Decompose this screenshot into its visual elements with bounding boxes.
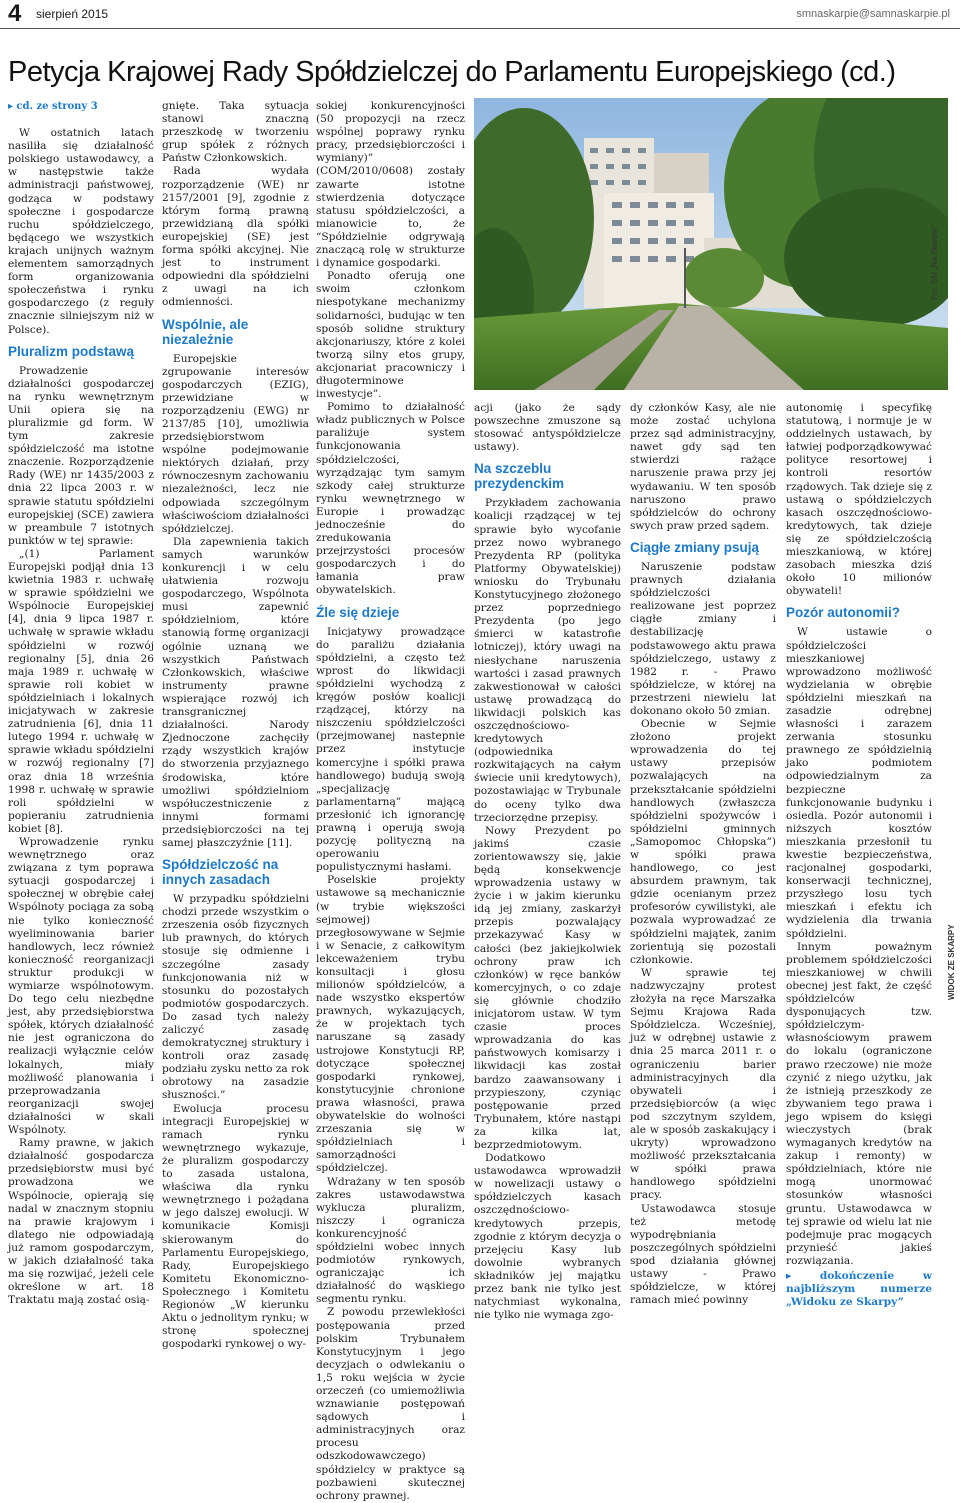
column-1: [8, 100, 154, 1307]
section-heading: Źle się dzieje: [316, 604, 400, 620]
column-4: [474, 402, 621, 1322]
page-header: [0, 0, 960, 29]
paragraph: gnięte. Taka sytuacja stanowi znaczną przeszkodę w tworzeniu grup spółek z różnych Państw Członkowskich.: [162, 100, 309, 165]
column-2: [162, 100, 309, 1351]
housing-estate-photo: [474, 98, 948, 390]
paragraph: Ramy prawne, w jakich działalność gospodarcza przedsiębiorstw musi być prowadzona we Wspólnocie, opierają się nadal w znacznym stopniu na prawie krajowym i dlatego nie odpowiadają już ramom gospodarczym, w jakich działalność taka ma się rozwijać, jeżeli cele określone w art. 18 Traktatu mają zostać osią-: [8, 1137, 154, 1307]
paragraph: Wdrażany w ten sposób zakres ustawodawstwa wyklucza pluralizm, niszczy i ogranicza konkurencyjność spółdzielni wobec innych podmiotów rynkowych, ograniczając ich działalność do wąskiego segmentu rynku.: [316, 1175, 465, 1306]
paragraph: Inicjatywy prowadzące do paraliżu działania spółdzielni, a często też wprost do likwidacji spółdzielni wychodzą z kręgów posłów koalicji rządzącej, którzy na niszczeniu spółdzielczości (przejmowanej nastepnie przez instytucje komercyjne i spółki prawa handlowego) budują swoją „specjalizację parlamentarną” mającą przesłonić ich ignorancję prawną i operują swoją pozycję polityczną na operowaniu populistycznymi hasłami.: [316, 625, 465, 874]
page-number: 4: [8, 0, 22, 27]
column-6: [786, 402, 932, 1309]
paragraph: Ewolucja procesu integracji Europejskiej w ramach rynku wewnętrznego wykazuje, że pluralizm gospodarczy to zasada ustalona, właściwa dla rynku wewnętrznego i pożądana w jego dalszej ewolucji. W komunikacie Komisji skierowanym do Parlamentu Europejskiego, Rady, Europejskiego Komitetu Ekonomiczno-Społecznego i Komitetu Regionów „W kierunku Aktu o jednolitym rynku; w stronę społecznej gospodarki rynkowej o wy-: [162, 1102, 309, 1351]
continuation-footer-text: dokończenie w najbliższym numerze „Widoku ze Skarpy”: [786, 1270, 933, 1309]
photo-credit: Fot. SM „Na Skarpie”: [930, 224, 939, 300]
continuation-note[interactable]: [8, 100, 154, 113]
paragraph: Ponadto oferują one swoim członkom niespotykane mechanizmy solidarności, budując w ten sposób solidne struktury akcjonariuszy, które z kolei tworzą silny etos grupy, akcjonariat pracowniczy i długoterminowe inwestycje”.: [316, 270, 465, 401]
apartment-blocks-image: [474, 98, 948, 390]
paragraph: W przypadku spółdzielni chodzi przede wszystkim o zrzeszenia osób fizycznych lub prawnych, do których stosuje się odmienne i szczególne zasady funkcjonowania niż w stosunku do pozostałych podmiotów gospodarczych. Do zasad tych należy zaliczyć zasadę demokratycznej struktury i kontroli oraz zasadę podziału zysku netto za rok obrotowy na zasadzie słuszności.”: [162, 893, 309, 1102]
paragraph: dy członków Kasy, ale nie może zostać uchylona przez sąd administracyjny, nawet gdy sąd ten stwierdzi rażące naruszenie prawa przy jej wydawaniu. W ten sposób naruszono prawo spółdzielców do ochrony swych praw przed sądem.: [630, 402, 776, 532]
paragraph: Dodatkowo ustawodawca wprowadził w nowelizacji ustawy o spółdzielczych kasach oszczędnościowo-kredytowych przepis, zgodnie z którym decyzja o przejęciu Kasy lub dowolnie wybranych składników jej majątku przez bank nie tylko jest natychmiast wykonalna, nie tylko nie wymaga zgo-: [474, 1152, 621, 1322]
paragraph: Nowy Prezydent po jakimś czasie zorientowawszy się, jakie będą konsekwencje wprowadzenia ustawy w życie i w jakim kierunku idą jej zmiany, zaskarżył przepis pozwalający przekazywać Kasy w całości (bez jakiejkolwiek ochrony praw ich członków) w ręce banków komercyjnych, o co zdaje się głównie chodziło inicjatorom ustaw. W tym czasie proces wprowadzania do kas państwowych komisarzy i likwidacji kas został bardzo zaawansowany i przypieszony, czyniąc postępowanie przed Trybunałem, które nastąpi za kilka lat, bezprzedmiotowym.: [474, 824, 621, 1151]
paragraph: Obecnie w Sejmie złożono projekt wprowadzenia do tej ustawy przepisów pozwalających na przekształcanie spółdzielni handlowych (zwłaszcza spółdzielni spożywców i spółdzielni gminnych „Samopomoc Chłopska”) w spółki prawa handlowego, co jest absurdem prawnym, tak gdzie ocenianym przez profesorów cywilistyki, ale pozwala wyprowadzać ze spółdzielni majątek, zanim zorientują się pozostali członkowie.: [630, 718, 776, 966]
triangle-arrow-icon: ▸: [8, 101, 14, 112]
continuation-link[interactable]: cd. ze strony 3: [16, 101, 98, 112]
column-5: [630, 402, 776, 1307]
section-heading: Ciągłe zmiany psują: [630, 539, 760, 555]
site-email-link[interactable]: smnaskarpie@samnaskarpie.pl: [796, 8, 950, 20]
paragraph: Prowadzenie działalności gospodarczej na rynku wewnętrznym Unii opiera się na pluralizmie gd form. W tym zakresie spółdzielczość ma istotne znaczenie. Rozporządzenie Rady (WE) nr 1435/2003 z dnia 22 lipca 2003 r. w sprawie statutu spółdzielni europejskiej (SCE) zawiera w preambule 7 istotnych punktów w tej sprawie:: [8, 364, 154, 547]
triangle-arrow-icon: ▸: [786, 1270, 792, 1282]
section-heading: Pluralizm podstawą: [8, 343, 135, 359]
column-3: [316, 100, 465, 1503]
section-heading: Wspólnie, ale niezależnie: [162, 316, 249, 347]
paragraph: Innym poważnym problemem spółdzielczości mieszkaniowej w chwili obecnej jest fakt, że część spółdzielców dysponujących tzw. spółdzielczym-własnościowym prawem do lokalu (ograniczone prawo rzeczowe) nie może czynić z niego użytku, jak że istnieją przeszkody ze zbywaniem tego prawa i jego wpisem do księgi wieczystych (brak wymaganych kredytów na zakup i remonty) w spółdzielniach, które nie mogą unormować stosunków własności gruntu. Ustawodawca w tej sprawie od wielu lat nie podejmuje prac mogących przynieść jakieś rozwiązania.: [786, 940, 932, 1267]
paragraph: „(1) Parlament Europejski podjął dnia 13 kwietnia 1983 r. uchwałę w sprawie spółdzielni we Wspólnocie Europejskiej [4], dnia 9 lipca 1987 r. uchwałę w sprawie wkładu spółdzielni w rozwój regionalny [5], dnia 26 maja 1989 r. uchwałę w sprawie roli kobiet w spółdzielniach i lokalnych inicjatywach w zakresie zatrudnienia [6], dnia 11 lutego 1994 r. uchwałę w sprawie wkładu spółdzielni w rozwój regionalny [7] oraz dnia 18 września 1998 r. uchwałę w sprawie roli spółdzielni w popieraniu zatrudnienia kobiet [8].: [8, 547, 154, 835]
paragraph: sokiej konkurencyjności (50 propozycji na rzecz wspólnej poprawy rynku pracy, przedsiębiorczości i wymiany)” (COM/2010/0608) zostały zawarte istotne stwierdzenia dotyczące statusu spółdzielczości, a mianowicie to, że “Spółdzielnie odgrywają znaczącą rolę w strukturze i dynamice gospodarki.: [316, 100, 465, 270]
paragraph: Poselskie projekty ustawowe są mechanicznie (w trybie większości sejmowej) przegłosowywane w Sejmie i w Senacie, z całkowitym lekceważeniem trybu konsultacji i głosu milionów spółdzielców, a nade wszystko ekspertów prawnych, wykazujących, że w projektach tych naruszane są zasady ustrojowe Konstytucji RP, dotyczące społecznej gospodarki rynkowej, konstytucyjnie chronione prawa własności, prawa obywatelskie do wolności zrzeszania się w spółdzielniach i samorządności spółdzielczej.: [316, 874, 465, 1175]
paragraph: Pomimo to działalność władz publicznych w Polsce paraliżuje system funkcjonowania spółdzielczości, wyrządzając tym samym szkody całej strukturze rynku wewnętrznego w Europie i prowadząc jednocześnie do zredukowania przejrzystości procesów gospodarczych i do łamania praw obywatelskich.: [316, 401, 465, 597]
paragraph: Ustawodawca stosuje też metodę wypodrębniania poszczególnych spółdzielni spod działania głównej ustawy - Prawo spółdzielcze, w której ramach mieć powinny: [630, 1202, 776, 1307]
paragraph: Przykładem zachowania koalicji rządzącej w tej sprawie było wycofanie przez nowo wybranego Prezydenta RP (polityka Platformy Obywatelskiej) wniosku do Trybunału Konstytucyjnego złożonego przez poprzedniego Prezydenta (po jego śmierci w katastrofie lotniczej), który uwagi na niesłychane naruszenia wartości i zasad prawnych zakwestionował w całości ustawę prowadzącą do likwidacji polskich kas oszczędnościowo-kredytowych (odpowiednika rozkwitających na całym świecie unii kredytowych), pozostawiając w Trybunale do oceny tylko dwa trzeciorzędne przepisy.: [474, 497, 621, 824]
paragraph: autonomię i specyfikę statutową, i normuje je w oddzielnych ustawach, by łatwiej podporządkowywać polityce resortowej i kontroli resortów rządowych. Tak dzieje się z ustawą o spółdzielczych kasach oszczędnościowo-kredytowych, tak dzieje się ze spółdzielczością mieszkaniową, w której zasobach mieszka dziś około 10 milionów obywateli!: [786, 402, 932, 598]
paragraph: Z powodu przewlekłości postępowania przed polskim Trybunałem Konstytucyjnym i jego decyzjach o odwlekaniu o 1,5 roku wejścia w życie orzeczeń (co umiemożliwia wznawianie postępowań sądowych i administracyjnych oraz procesu odszkodowawczego) spółdzielcy w praktyce są pozbawieni skutecznej ochrony prawnej.: [316, 1306, 465, 1502]
paragraph: acji (jako że sądy powszechne zmuszone są stosować antyspółdzielcze ustawy).: [474, 402, 621, 454]
section-heading: Spółdzielczość na innych zasadach: [162, 857, 279, 888]
paragraph: Rada wydała rozporządzenie (WE) nr 2157/2001 [9], zgodnie z którym formą prawną przewidzianą dla spółki europejskiej (SE) jest forma spółki akcyjnej. Nie jest to instrument odpowiedni dla spółdzielni z uwagi na ich odmienności.: [162, 165, 309, 309]
section-heading: Pozór autonomii?: [786, 605, 900, 621]
paragraph: Europejskie zgrupowanie interesów gospodarczych (EZIG), przewidziane w rozporządzeniu (EWG) nr 2137/85 [10], umożliwia przedsiębiorstwom wspólne podejmowanie niektórych działań, przy równoczesnym zachowaniu niezależności, lecz nie odpowiada szczególnym właściwościom działalności spółdzielczej.: [162, 352, 309, 535]
section-heading: Na szczeblu prezydenckim: [474, 461, 565, 492]
article-title: Petycja Krajowej Rady Spółdzielczej do Parlamentu Europejskiego (cd.): [8, 56, 896, 88]
paragraph: Naruszenie podstaw prawnych działania spółdzielczości realizowane jest poprzez ciągłe zmiany i destabilizację podstawowego aktu prawa spółdzielczego, ustawy z 1982 r. - Prawo spółdzielcze, w której na przestrzeni niewielu lat dokonano około 50 zmian.: [630, 560, 776, 717]
continuation-footer[interactable]: [786, 1270, 932, 1309]
paragraph: W ustawie o spółdzielczości mieszkaniowej wprowadzono możliwość wydzielania w obrębie spółdzielni mieszkań na zasadzie odrębnej własności i zarazem zerwania stosunku prawnego ze spółdzielnią jako podmiotem odpowiedzialnym za bezpieczne funkcjonowanie budynku i osiedla. Pozór autonomii i niższych kosztów mieszkania przesłonił tu kwestie bezpieczeństwa, racjonalnej gospodarki, konserwacji technicznej, przyszłego losu tych mieszkań i efektu ich wydzielenia dla trwania spółdzielni.: [786, 626, 932, 940]
paragraph: W sprawie tej nadzwyczajny protest złożyła na ręce Marszałka Sejmu Krajowa Rada Spółdzielcza. Wcześniej, już w odrębnej ustawie z dnia 25 marca 2011 r. o ograniczeniu barier administracyjnych dla obywateli i przedsiębiorców (a więc pod szczytnym szyldem, ale w sposób zaskakujący i ukryty) wprowadzono możliwość przekształcania w spółki prawa handlowego spółdzielni pracy.: [630, 966, 776, 1202]
paragraph: Wprowadzenie rynku wewnętrznego oraz związana z tym poprawa sytuacji gospodarczej i społecznej w obrębie całej Wspólnoty pociąga za sobą nie tylko konieczność wyeliminowania barier handlowych, lecz również konieczność reorganizacji struktur produkcji w wymiarze wspólnotowym. Do tego celu niezbędne jest, aby przedsiębiorstwa spółek, których działalność nie jest ograniczona do realizacji wyłącznie celów lokalnych, miały możliwość planowania i przeprowadzania reorganizacji swojej działalności w skali Wspólnoty.: [8, 835, 154, 1137]
side-label: WIDOK ZE SKARPY: [947, 924, 956, 1000]
paragraph: W ostatnich latach nasiliła się działalność polskiego ustawodawcy, a w następstwie także administracji państwowej, godząca w podstawy społeczne i gospodarcze ruchu spółdzielczego, będącego we wszystkich krajach unijnych ważnym elementem samorządnych form organizowania społeczeństwa i rynku gospodarczego (z reguły znacznie silniejszym niż w Polsce).: [8, 127, 154, 336]
paragraph: Dla zapewnienia takich samych warunków konkurencji i w celu ułatwienia rozwoju gospodarczego, Wspólnota musi zapewnić spółdzielniom, które stanowią formę organizacji ogólnie uznaną we wszystkich Państwach Członkowskich, właściwe instrumenty prawne wspierające rozwój ich transgranicznej działalności. Narody Zjednoczone zachęciły rządy wszystkich krajów do stworzenia przyjaznego środowiska, które umożliwi spółdzielniom współuczestniczenie z innymi formami przedsiębiorczości na tej samej płaszczyźnie [11].: [162, 535, 309, 849]
issue-date: sierpień 2015: [36, 7, 109, 21]
